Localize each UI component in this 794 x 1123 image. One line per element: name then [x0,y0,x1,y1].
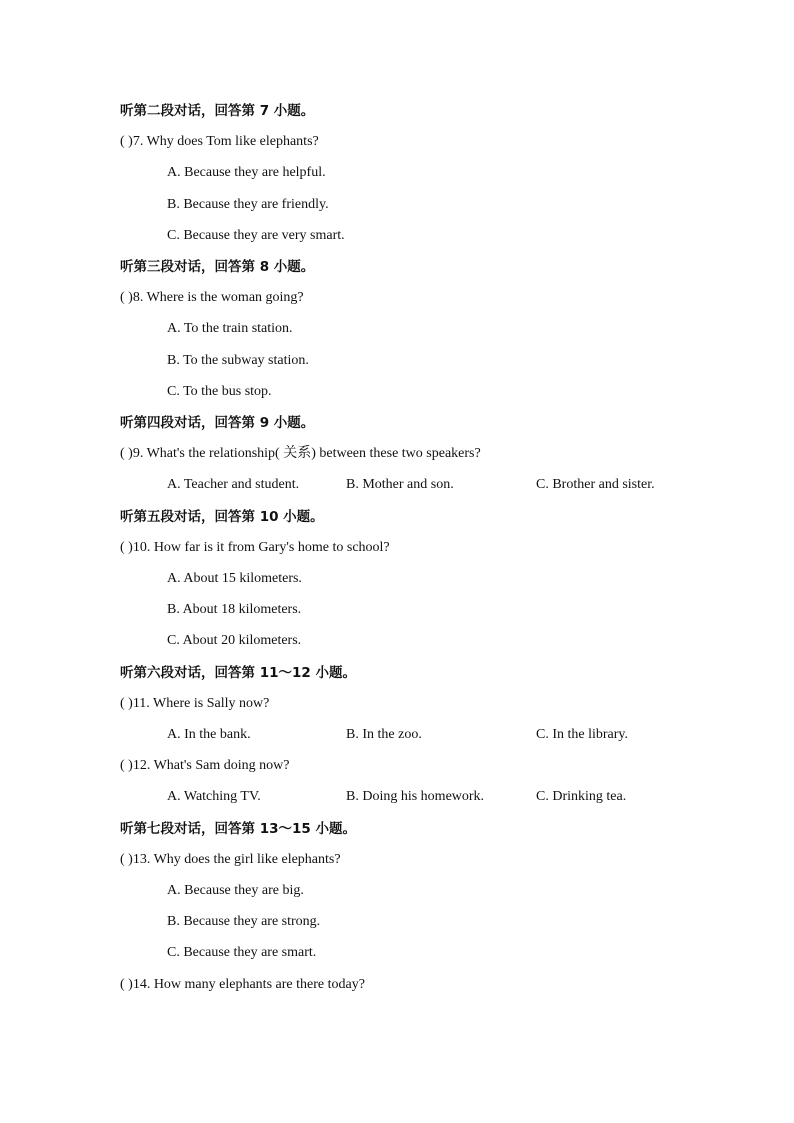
question-text: ( )8. Where is the woman going? [120,290,304,305]
answer-option: A. Teacher and student. [167,477,300,492]
question-text: ( )10. How far is it from Gary's home to school? [120,540,390,555]
question-text: ( )14. How many elephants are there today? [120,977,365,992]
answer-option: C. Drinking tea. [536,789,627,804]
section-heading: 听第六段对话，回答第 11～12 小题。 [120,665,356,681]
section-heading: 听第五段对话，回答第 10 小题。 [120,509,324,525]
answer-option: B. Doing his homework. [346,789,485,804]
section-heading: 听第三段对话，回答第 8 小题。 [120,259,315,275]
answer-option: C. Because they are very smart. [167,228,345,243]
section-heading: 听第七段对话，回答第 13～15 小题。 [120,821,356,837]
question-text: ( )13. Why does the girl like elephants? [120,852,341,867]
answer-option: C. To the bus stop. [167,384,272,399]
answer-option: A. In the bank. [167,727,251,742]
answer-option: A. Because they are helpful. [167,165,326,180]
answer-option: B. Because they are strong. [167,914,321,929]
section-heading: 听第四段对话，回答第 9 小题。 [120,415,315,431]
answer-option: A. Watching TV. [167,789,261,804]
answer-option: A. About 15 kilometers. [167,571,302,586]
question-text: ( )7. Why does Tom like elephants? [120,134,319,149]
question-text: ( )11. Where is Sally now? [120,696,270,711]
answer-option: B. About 18 kilometers. [167,602,302,617]
answer-option: A. To the train station. [167,321,293,336]
answer-option: C. Because they are smart. [167,945,317,960]
answer-option: B. In the zoo. [346,727,422,742]
answer-option: A. Because they are big. [167,883,304,898]
answer-option: C. In the library. [536,727,629,742]
answer-option: B. To the subway station. [167,353,309,368]
question-text: ( )12. What's Sam doing now? [120,758,290,773]
answer-option: C. Brother and sister. [536,477,655,492]
answer-option: C. About 20 kilometers. [167,633,302,648]
answer-option: B. Because they are friendly. [167,197,329,212]
answer-option: B. Mother and son. [346,477,454,492]
question-text: ( )9. What's the relationship( 关系) between these two speakers? [120,446,481,461]
section-heading: 听第二段对话，回答第 7 小题。 [120,103,315,119]
